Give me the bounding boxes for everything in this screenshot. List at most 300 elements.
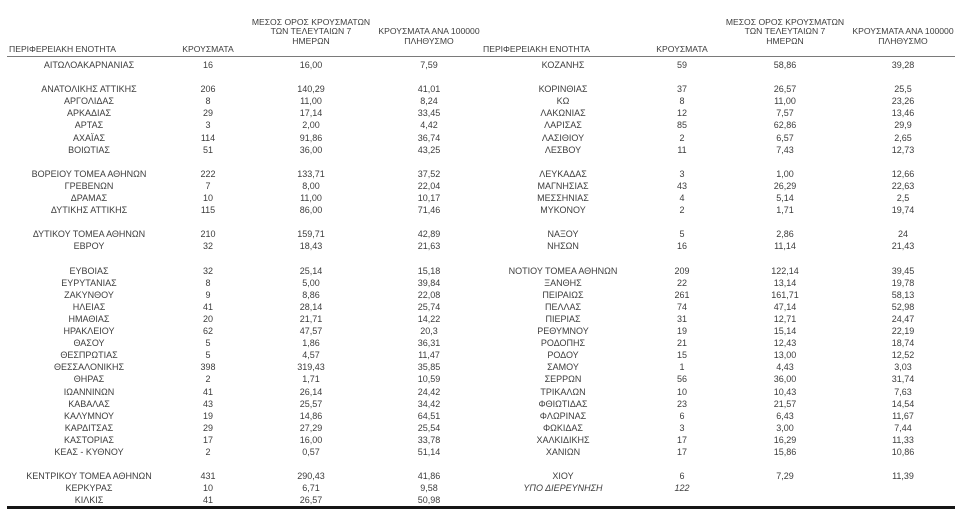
avg7-value: 36,00 — [773, 374, 797, 385]
region-name: ΚΙΛΚΙΣ — [74, 495, 104, 506]
region-name: ΛΑΚΩΝΙΑΣ — [540, 108, 586, 119]
cases-value: 16 — [676, 241, 687, 252]
region-name: ΔΥΤΙΚΗΣ ΑΤΤΙΚΗΣ — [50, 205, 128, 216]
cases-value: 114 — [200, 132, 216, 143]
avg7-value: 16,00 — [299, 60, 323, 70]
table-row — [7, 144, 481, 156]
region-name: ΣΕΡΡΩΝ — [544, 374, 582, 385]
table-row — [7, 434, 481, 446]
table-row — [7, 470, 481, 482]
per100k-value: 9,58 — [420, 483, 438, 494]
per100k-value — [851, 482, 955, 494]
per100k-value: 12,66 — [891, 168, 915, 179]
table-row — [7, 325, 481, 337]
table-row — [481, 361, 955, 373]
table-row — [481, 144, 955, 156]
cases-value: 56 — [676, 374, 687, 385]
cases-value: 3 — [205, 120, 211, 131]
per100k-value: 37,52 — [417, 168, 441, 179]
avg7-value: 2,86 — [776, 229, 794, 240]
region-name: ΚΑΡΔΙΤΣΑΣ — [64, 422, 114, 433]
per100k-value: 8,24 — [420, 96, 438, 107]
cases-value: 17 — [676, 434, 687, 445]
table-row — [481, 422, 955, 434]
cases-value: 9 — [205, 289, 211, 300]
avg7-value: 26,14 — [299, 386, 323, 397]
region-name: ΖΑΚΥΝΘΟΥ — [64, 289, 114, 300]
per100k-value: 64,51 — [417, 410, 441, 421]
table-row — [481, 119, 955, 131]
table-row — [7, 107, 481, 119]
spacer-row — [481, 156, 955, 168]
table-body-left — [7, 57, 481, 506]
avg7-value: 6,57 — [776, 132, 794, 143]
avg7-value: 140,29 — [297, 84, 325, 95]
per100k-value: 22,04 — [417, 180, 441, 191]
spacer-row — [7, 216, 481, 228]
cases-value: 15 — [676, 350, 687, 361]
region-name: ΧΙΟΥ — [552, 471, 574, 482]
table-row — [7, 132, 481, 144]
avg7-value: 290,43 — [297, 471, 325, 482]
avg7-value: 8,00 — [302, 180, 320, 191]
per100k-value: 25,74 — [417, 301, 441, 312]
spacer-row — [7, 156, 481, 168]
region-name: ΑΝΑΤΟΛΙΚΗΣ ΑΤΤΙΚΗΣ — [41, 84, 137, 95]
header-line: ΤΩΝ ΤΕΛΕΥΤΑΙΩΝ 7 — [270, 26, 352, 36]
avg7-value: 18,43 — [299, 241, 323, 252]
cases-value: 10 — [202, 483, 213, 494]
per100k-value: 35,85 — [417, 362, 441, 373]
per100k-value: 12,52 — [891, 350, 915, 361]
per100k-value: 25,5 — [894, 84, 912, 95]
table-row — [7, 398, 481, 410]
per100k-value: 21,43 — [891, 241, 915, 252]
avg7-value: 25,57 — [299, 398, 323, 409]
cases-value: 11 — [677, 144, 687, 155]
region-name: ΠΕΙΡΑΙΩΣ — [542, 289, 584, 300]
cases-value: 41 — [202, 386, 213, 397]
table-row — [7, 277, 481, 289]
per100k-value: 52,98 — [891, 301, 915, 312]
header-line: ΜΕΣΟΣ ΟΡΟΣ ΚΡΟΥΣΜΑΤΩΝ — [725, 16, 845, 27]
avg7-value: 2,00 — [302, 120, 320, 131]
table-row — [481, 228, 955, 240]
avg7-value: 26,57 — [773, 84, 797, 95]
cases-value: 22 — [676, 277, 687, 288]
header-line: ΠΛΗΘΥΣΜΟ — [404, 35, 454, 46]
avg7-value: 12,43 — [773, 338, 797, 349]
region-name: ΜΕΣΣΗΝΙΑΣ — [537, 193, 589, 204]
avg7-value: 27,29 — [299, 422, 323, 433]
cases-value: 8 — [205, 277, 211, 288]
cases-value: 122 — [674, 483, 690, 494]
region-name: ΝΑΞΟΥ — [547, 229, 579, 240]
cases-value: 6 — [679, 471, 685, 482]
table-row — [7, 301, 481, 313]
avg7-value: 47,57 — [299, 326, 323, 337]
table-row — [481, 301, 955, 313]
avg7-value: 25,14 — [299, 265, 323, 276]
avg7-value: 13,14 — [773, 277, 797, 288]
table-row — [481, 398, 955, 410]
table-row — [7, 180, 481, 192]
per100k-value: 11,67 — [892, 410, 914, 421]
table-row — [481, 470, 955, 482]
table-header-left — [7, 12, 481, 57]
region-name: ΝΗΣΩΝ — [547, 241, 579, 252]
per100k-value: 71,46 — [417, 205, 441, 216]
table-body-right — [481, 57, 955, 506]
cases-value: 29 — [202, 422, 213, 433]
table-row — [481, 132, 955, 144]
per100k-value: 2,65 — [894, 132, 912, 143]
avg7-value: 16,29 — [773, 434, 797, 445]
per100k-value: 36,31 — [417, 338, 441, 349]
per100k-value: 11,39 — [892, 471, 914, 482]
avg7-value: 4,43 — [776, 362, 794, 373]
avg7-value: 11,00 — [300, 96, 322, 107]
cases-value: 115 — [200, 205, 216, 216]
avg7-value: 11,14 — [774, 241, 796, 252]
table-row — [481, 289, 955, 301]
cases-value: 2 — [679, 205, 685, 216]
table-row — [7, 349, 481, 361]
avg7-value: 1,71 — [302, 374, 320, 385]
avg7-value: 6,71 — [302, 483, 320, 494]
region-name: ΦΘΙΩΤΙΔΑΣ — [538, 398, 588, 409]
per100k-value: 39,28 — [891, 60, 915, 70]
region-name: ΔΥΤΙΚΟΥ ΤΟΜΕΑ ΑΘΗΝΩΝ — [32, 229, 146, 240]
header-line: ΤΩΝ ΤΕΛΕΥΤΑΙΩΝ 7 — [744, 26, 826, 36]
region-name: ΗΛΕΙΑΣ — [72, 301, 106, 312]
spacer-row — [481, 458, 955, 470]
table-row — [481, 83, 955, 95]
cases-value: 206 — [200, 84, 216, 95]
avg7-value: 16,00 — [299, 434, 323, 445]
table-header-right — [481, 12, 955, 57]
cases-value: 17 — [202, 434, 213, 445]
cases-value: 10 — [202, 193, 213, 204]
per100k-value: 23,26 — [891, 96, 915, 107]
region-name: ΗΡΑΚΛΕΙΟΥ — [63, 326, 115, 337]
avg7-value: 1,71 — [776, 205, 794, 216]
cases-value: 19 — [202, 410, 213, 421]
spacer-row — [7, 71, 481, 83]
avg7-value: 161,71 — [771, 289, 799, 300]
region-column-header: ΠΕΡΙΦΕΡΕΙΑΚΗ ΕΝΟΤΗΤΑ — [483, 43, 590, 54]
region-name: ΘΕΣΠΡΩΤΙΑΣ — [60, 350, 118, 361]
region-name: ΜΑΓΝΗΣΙΑΣ — [537, 180, 589, 191]
region-column-header: ΠΕΡΙΦΕΡΕΙΑΚΗ ΕΝΟΤΗΤΑ — [9, 43, 116, 54]
table-row — [7, 337, 481, 349]
avg7-column-header — [245, 18, 377, 57]
cases-value: 7 — [205, 180, 211, 191]
cases-value: 5 — [679, 229, 685, 240]
per100k-value: 22,19 — [891, 326, 915, 337]
per100k-value: 50,98 — [417, 495, 441, 506]
table-panes — [7, 12, 955, 506]
region-name: ΡΟΔΟΥ — [547, 350, 579, 361]
table-row — [481, 434, 955, 446]
avg7-value: 62,86 — [773, 120, 797, 131]
per100k-value: 33,45 — [417, 108, 441, 119]
table-row — [481, 325, 955, 337]
avg7-value: 47,14 — [773, 301, 797, 312]
cases-value: 74 — [676, 301, 687, 312]
avg7-value: 36,00 — [299, 144, 323, 155]
table-row — [481, 192, 955, 204]
header-line: ΜΕΣΟΣ ΟΡΟΣ ΚΡΟΥΣΜΑΤΩΝ — [251, 16, 371, 27]
avg7-value: 58,86 — [773, 60, 797, 70]
avg7-value: 5,14 — [776, 193, 794, 204]
region-name: ΤΡΙΚΑΛΩΝ — [540, 386, 586, 397]
cases-value: 17 — [676, 447, 687, 457]
cases-value: 43 — [676, 180, 687, 191]
table-row — [7, 240, 481, 252]
cases-value: 29 — [202, 108, 213, 119]
per100k-value: 10,59 — [417, 374, 441, 385]
header-line: ΚΡΟΥΣΜΑΤΑ ΑΝΑ 100000 — [378, 26, 480, 36]
table-row — [481, 59, 955, 71]
table-row — [481, 265, 955, 277]
spacer-row — [7, 458, 481, 470]
avg7-column-header — [719, 18, 851, 57]
cases-column-header: ΚΡΟΥΣΜΑΤΑ — [656, 43, 708, 54]
cases-value: 3 — [679, 422, 685, 433]
cases-value: 8 — [679, 96, 685, 107]
avg7-value: 319,43 — [297, 362, 325, 373]
table-row — [7, 289, 481, 301]
table-row — [481, 95, 955, 107]
per100k-value: 13,46 — [891, 108, 915, 119]
table-row — [7, 446, 481, 458]
table-pane-right — [481, 12, 955, 506]
region-name: ΕΥΒΟΙΑΣ — [69, 265, 109, 276]
table-row — [481, 410, 955, 422]
table-row — [7, 386, 481, 398]
per100k-value: 7,59 — [420, 60, 438, 70]
avg7-value: 91,86 — [299, 132, 323, 143]
table-row — [7, 313, 481, 325]
table-row — [481, 446, 955, 458]
region-name: ΘΑΣΟΥ — [73, 338, 105, 349]
avg7-value: 4,57 — [302, 350, 320, 361]
per100k-value: 31,74 — [891, 374, 915, 385]
region-name: ΔΡΑΜΑΣ — [70, 193, 108, 204]
region-name: ΛΕΥΚΑΔΑΣ — [539, 168, 587, 179]
per100k-value: 3,03 — [894, 362, 912, 373]
region-name: ΓΡΕΒΕΝΩΝ — [64, 180, 114, 191]
region-name: ΜΥΚΟΝΟΥ — [540, 205, 586, 216]
region-name: ΕΒΡΟΥ — [73, 241, 105, 252]
table-row — [7, 228, 481, 240]
avg7-value: 26,57 — [299, 495, 323, 506]
header-line: ΠΛΗΘΥΣΜΟ — [878, 35, 928, 46]
cases-value: 2 — [679, 132, 685, 143]
cases-value: 210 — [200, 229, 216, 240]
table-row — [7, 168, 481, 180]
avg7-value: 5,00 — [302, 277, 320, 288]
table-row — [481, 107, 955, 119]
avg7-value: 133,71 — [297, 168, 325, 179]
per100k-value: 10,17 — [417, 193, 441, 204]
table-row — [481, 277, 955, 289]
spacer-row — [481, 71, 955, 83]
spacer-row — [481, 494, 955, 506]
region-name: ΚΟΡΙΝΘΙΑΣ — [538, 84, 588, 95]
table-row — [7, 204, 481, 216]
region-name: ΗΜΑΘΙΑΣ — [68, 313, 110, 324]
avg7-value: 3,00 — [776, 422, 794, 433]
region-name: ΣΑΜΟΥ — [547, 362, 579, 373]
per100k-value: 33,78 — [417, 434, 441, 445]
avg7-value: 0,57 — [302, 447, 320, 457]
cases-value: 31 — [676, 313, 687, 324]
per100k-value: 11,33 — [892, 434, 914, 445]
avg7-value: 7,43 — [776, 144, 794, 155]
region-name: ΑΡΓΟΛΙΔΑΣ — [64, 96, 114, 107]
spacer-row — [7, 253, 481, 265]
cases-value: 41 — [202, 495, 213, 506]
table-row — [7, 361, 481, 373]
per100k-value: 18,74 — [891, 338, 915, 349]
per100k-value: 4,42 — [420, 120, 438, 131]
region-name: ΚΕΡΚΥΡΑΣ — [65, 483, 113, 494]
per100k-value: 39,84 — [417, 277, 441, 288]
region-name: ΧΑΛΚΙΔΙΚΗΣ — [536, 434, 590, 445]
cases-value: 16 — [202, 60, 213, 70]
table-row — [481, 482, 955, 494]
header-line: ΗΜΕΡΩΝ — [766, 35, 804, 46]
region-name: ΒΟΙΩΤΙΑΣ — [68, 144, 110, 155]
region-name: ΚΑΛΥΜΝΟΥ — [63, 410, 115, 421]
table-row — [481, 386, 955, 398]
region-name: ΦΛΩΡΙΝΑΣ — [539, 410, 587, 421]
table-row — [481, 373, 955, 385]
region-name: ΚΑΣΤΟΡΙΑΣ — [64, 434, 114, 445]
per100k-value: 41,01 — [417, 84, 441, 95]
region-name: ΑΙΤΩΛΟΑΚΑΡΝΑΝΙΑΣ — [43, 60, 135, 70]
per100k-value: 2,5 — [896, 193, 910, 204]
spacer-row — [481, 253, 955, 265]
avg7-value: 1,86 — [302, 338, 320, 349]
table-row — [481, 337, 955, 349]
region-name: ΦΩΚΙΔΑΣ — [543, 422, 583, 433]
avg7-value: 122,14 — [771, 265, 799, 276]
table-row — [7, 494, 481, 506]
avg7-value: 15,86 — [773, 447, 797, 457]
per100k-column-header — [377, 27, 481, 56]
region-name: ΘΗΡΑΣ — [73, 374, 105, 385]
avg7-value: 6,43 — [776, 410, 794, 421]
cases-value: 431 — [200, 471, 216, 482]
avg7-value: 26,29 — [773, 180, 797, 191]
table-row — [481, 204, 955, 216]
avg7-value: 21,71 — [299, 313, 323, 324]
region-name: ΛΑΣΙΘΙΟΥ — [541, 132, 585, 143]
per100k-value: 41,86 — [417, 471, 441, 482]
cases-value: 398 — [200, 362, 216, 373]
per100k-value: 19,74 — [891, 205, 915, 216]
table-row — [7, 373, 481, 385]
region-name: ΡΟΔΟΠΗΣ — [540, 338, 586, 349]
cases-value: 3 — [679, 168, 685, 179]
cases-value: 32 — [202, 241, 213, 252]
header-line: ΗΜΕΡΩΝ — [292, 35, 330, 46]
per100k-value: 10,86 — [891, 447, 915, 457]
avg7-value: 7,57 — [776, 108, 794, 119]
cases-value: 4 — [679, 193, 685, 204]
region-name: ΠΕΛΛΑΣ — [544, 301, 582, 312]
region-name: ΑΡΤΑΣ — [74, 120, 104, 131]
avg7-value: 15,14 — [773, 326, 797, 337]
avg7-value: 1,00 — [776, 168, 794, 179]
table-row — [7, 119, 481, 131]
cases-value: 41 — [202, 301, 213, 312]
per100k-value: 14,22 — [417, 313, 441, 324]
avg7-value: 7,29 — [776, 471, 794, 482]
cases-value: 19 — [676, 326, 687, 337]
table-row — [7, 482, 481, 494]
per100k-value: 22,63 — [891, 180, 915, 191]
table-row — [481, 349, 955, 361]
cases-value: 20 — [202, 313, 213, 324]
cases-value: 62 — [202, 326, 213, 337]
per100k-value: 24 — [897, 229, 908, 240]
region-name: ΚΕΝΤΡΙΚΟΥ ΤΟΜΕΑ ΑΘΗΝΩΝ — [26, 471, 152, 482]
region-name: ΒΟΡΕΙΟΥ ΤΟΜΕΑ ΑΘΗΝΩΝ — [31, 168, 147, 179]
cases-value: 1 — [679, 362, 685, 373]
region-name: ΙΩΑΝΝΙΝΩΝ — [63, 386, 115, 397]
per100k-value: 19,78 — [891, 277, 915, 288]
cases-value: 43 — [202, 398, 213, 409]
region-name: ΑΡΚΑΔΙΑΣ — [66, 108, 112, 119]
cases-value: 2 — [205, 447, 211, 457]
region-name: ΚΕΑΣ - ΚΥΘΝΟΥ — [54, 447, 124, 457]
cases-value: 37 — [676, 84, 687, 95]
per100k-value: 22,08 — [417, 289, 441, 300]
table-row — [481, 168, 955, 180]
per100k-value: 20,3 — [420, 326, 438, 337]
per100k-value: 43,25 — [417, 144, 441, 155]
cases-value: 222 — [200, 168, 216, 179]
avg7-value: 11,00 — [300, 193, 322, 204]
table-row — [7, 422, 481, 434]
cases-value: 32 — [202, 265, 213, 276]
region-name: ΥΠΟ ΔΙΕΡΕΥΝΗΣΗ — [523, 483, 603, 494]
table-row — [481, 240, 955, 252]
region-name: ΧΑΝΙΩΝ — [545, 447, 581, 457]
cases-value: 5 — [205, 338, 211, 349]
avg7-value: 28,14 — [299, 301, 323, 312]
table-row — [481, 313, 955, 325]
cases-value: 51 — [202, 144, 213, 155]
region-name: ΑΧΑΪΑΣ — [72, 132, 106, 143]
cases-value: 59 — [676, 60, 687, 70]
avg7-value: 12,71 — [773, 313, 797, 324]
per100k-value: 58,13 — [891, 289, 915, 300]
cases-value: 12 — [676, 108, 687, 119]
table-row — [7, 83, 481, 95]
table-row — [7, 265, 481, 277]
cases-value: 85 — [676, 120, 687, 131]
table-row — [7, 59, 481, 71]
cases-value: 21 — [676, 338, 687, 349]
avg7-value: 8,86 — [302, 289, 320, 300]
spacer-row — [481, 216, 955, 228]
cases-value: 6 — [679, 410, 685, 421]
